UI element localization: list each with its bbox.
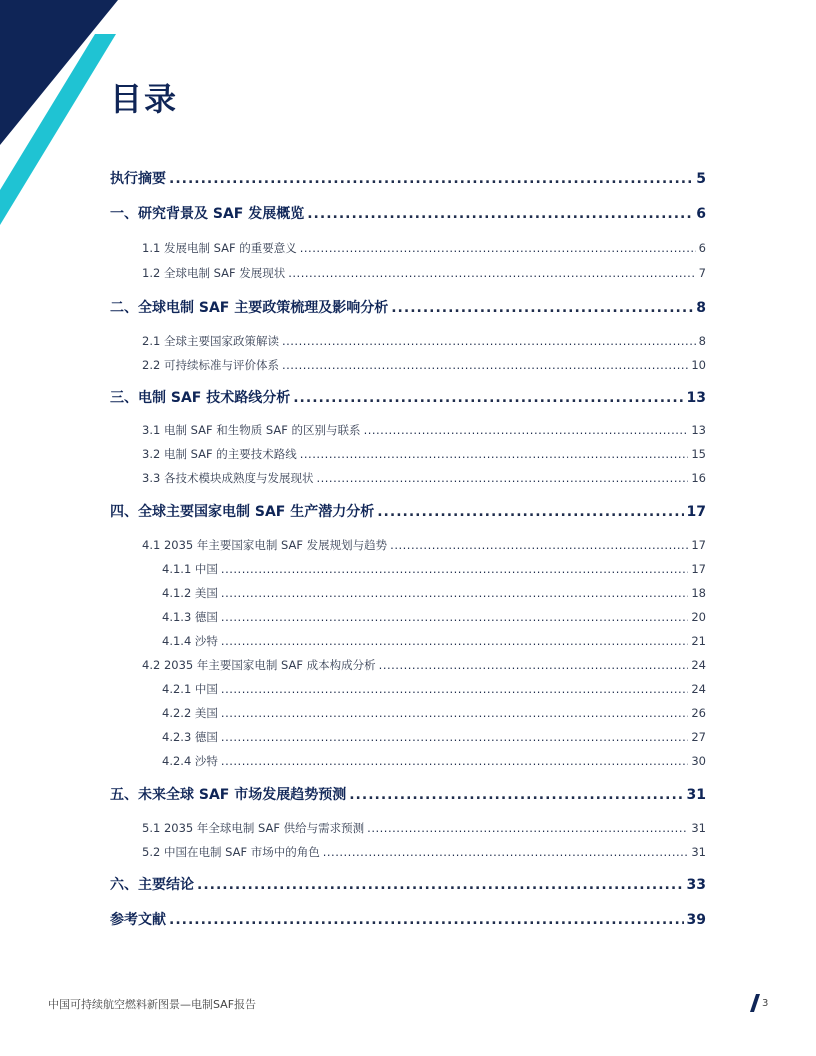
toc-entry[interactable]: 3.3 各技术模块成熟度与发展现状 ..... 16	[110, 470, 706, 486]
toc-entry[interactable]: 3.2 电制 SAF 的主要技术路线 ..... 15	[110, 446, 706, 462]
toc-entry[interactable]: 六、主要结论 ..... 33	[110, 874, 706, 894]
toc-entry[interactable]: 三、电制 SAF 技术路线分析 ..... 13	[110, 387, 706, 407]
page-title: 目录	[110, 80, 179, 118]
toc-entry[interactable]: 4.2.1 中国 ..... 24	[110, 681, 706, 697]
toc-entry[interactable]: 2.2 可持续标准与评价体系 ..... 10	[110, 357, 706, 373]
toc-entry[interactable]: 4.1 2035 年主要国家电制 SAF 发展规划与趋势 ..... 17	[110, 537, 706, 553]
toc-entry[interactable]: 4.2.2 美国 ..... 26	[110, 705, 706, 721]
footer-page-marker	[750, 994, 768, 1012]
toc-entry[interactable]: 执行摘要 ..... 5	[110, 168, 706, 188]
toc-entry[interactable]: 3.1 电制 SAF 和生物质 SAF 的区别与联系 ..... 13	[110, 422, 706, 438]
toc-entry[interactable]: 4.1.1 中国 ..... 17	[110, 561, 706, 577]
toc-entry[interactable]: 五、未来全球 SAF 市场发展趋势预测 ..... 31	[110, 784, 706, 804]
toc-entry[interactable]: 4.1.4 沙特 ..... 21	[110, 633, 706, 649]
toc-entry[interactable]: 参考文献 ..... 39	[110, 909, 706, 929]
toc-entry[interactable]: 2.1 全球主要国家政策解读 ..... 8	[110, 333, 706, 349]
toc-entry[interactable]: 一、研究背景及 SAF 发展概览 ..... 6	[110, 203, 706, 223]
toc-entry[interactable]: 4.1.3 德国 ..... 20	[110, 609, 706, 625]
toc-entry[interactable]: 4.2.3 德国 ..... 27	[110, 729, 706, 745]
toc-entry[interactable]: 1.1 发展电制 SAF 的重要意义 ..... 6	[110, 240, 706, 256]
slash-icon	[750, 994, 760, 1012]
toc-entry[interactable]: 4.2 2035 年主要国家电制 SAF 成本构成分析 ..... 24	[110, 657, 706, 673]
page-number: 3	[762, 997, 769, 1009]
toc-entry[interactable]: 5.2 中国在电制 SAF 市场中的角色 ..... 31	[110, 844, 706, 860]
toc-entry[interactable]: 四、全球主要国家电制 SAF 生产潜力分析 ..... 17	[110, 501, 706, 521]
toc-entry[interactable]: 1.2 全球电制 SAF 发展现状 ..... 7	[110, 265, 706, 281]
toc-entry[interactable]: 4.1.2 美国 ..... 18	[110, 585, 706, 601]
toc-entry[interactable]: 4.2.4 沙特 ..... 30	[110, 753, 706, 769]
toc-entry[interactable]: 二、全球电制 SAF 主要政策梳理及影响分析 ..... 8	[110, 297, 706, 317]
toc-entry[interactable]: 5.1 2035 年全球电制 SAF 供给与需求预测 ..... 31	[110, 820, 706, 836]
footer-report-title: 中国可持续航空燃料新图景—电制SAF报告	[48, 998, 257, 1011]
